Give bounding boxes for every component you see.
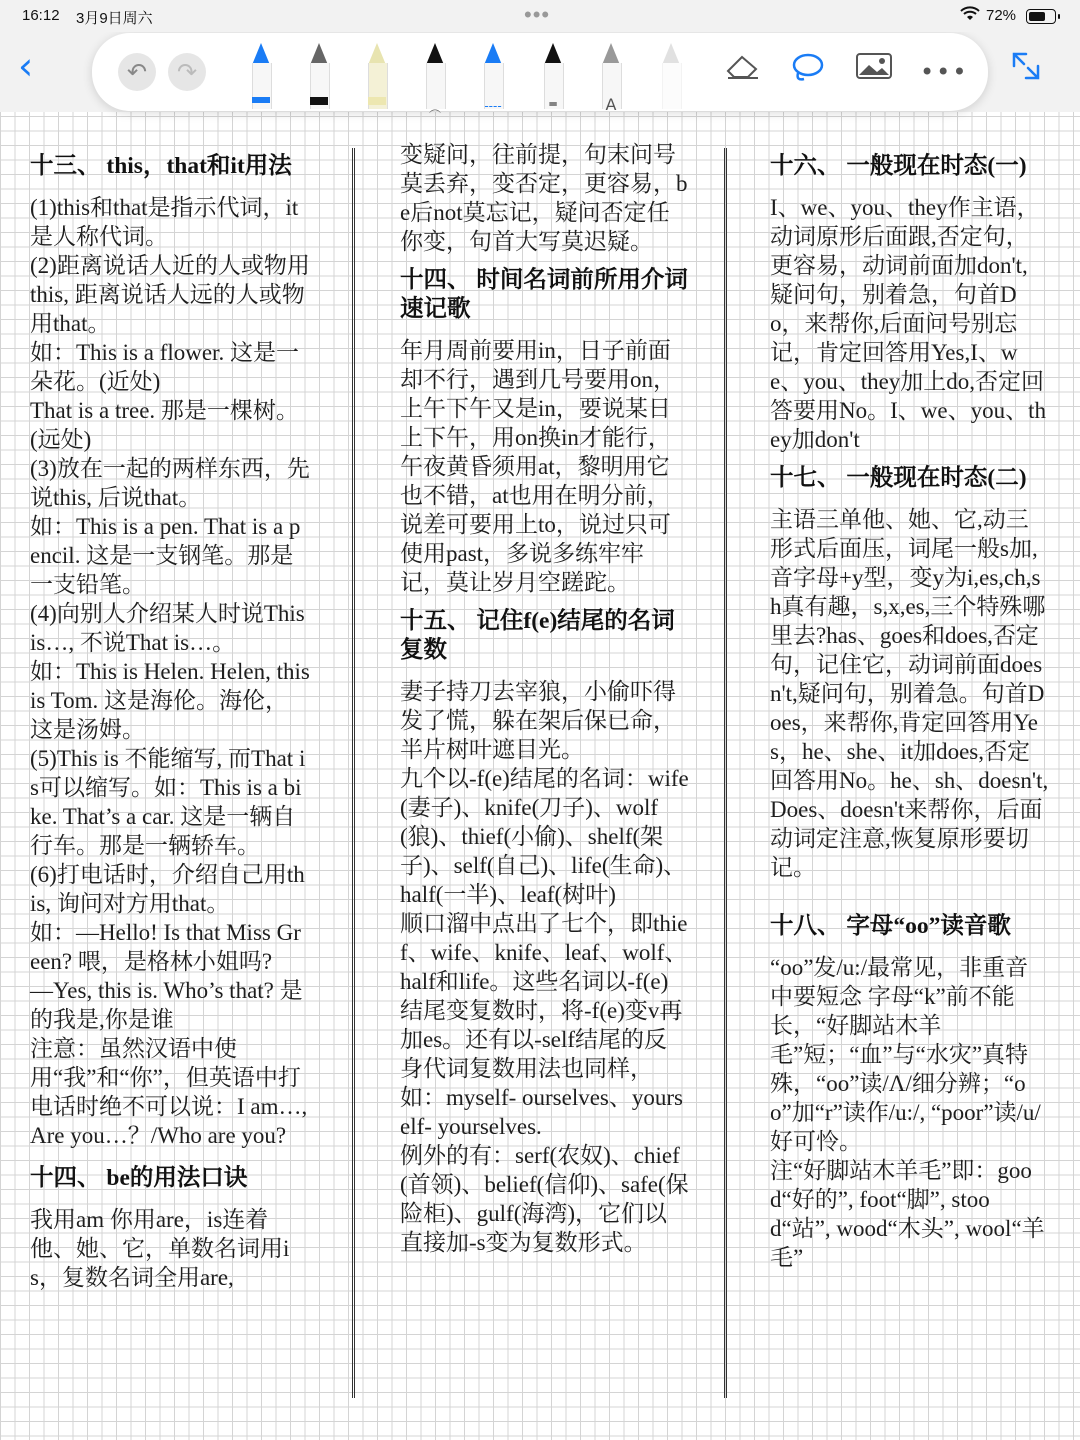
- column-divider: [352, 148, 355, 1398]
- section-title: 十三、 this，that和it用法: [30, 153, 292, 179]
- section-body: I、we、you、they作主语，动词原形后面跟,否定句，更容易，动词前面加don't,疑问句，别着急，句首Do，来帮你,后面问号别忘记，肯定回答用Yes,I、we、you、they加上do,否定回答要用No。I、we、you、they加don't: [770, 195, 1046, 452]
- blue-pen-tool-icon[interactable]: [246, 43, 276, 109]
- eraser-icon[interactable]: [720, 51, 764, 93]
- status-date: 3月9日周六: [76, 10, 153, 27]
- undo-icon[interactable]: ↶: [118, 53, 156, 91]
- section-body: 我用am 你用are，is连着他、她、它，单数名词用is，复数名词全用are,: [30, 1207, 290, 1290]
- expand-arrows-icon[interactable]: [1008, 48, 1048, 84]
- section-body: 年月周前要用in，日子前面却不行，遇到几号要用on，上午下午又是in，要说某日上下午，用on换in才能行，午夜黄昏须用at，黎明用它也不错，at也用在明分前，说差可要用上to，说过只可使用past，多说多练牢牢记，莫让岁月空蹉跎。: [400, 338, 676, 595]
- back-chevron-icon[interactable]: ‹: [18, 44, 34, 88]
- image-icon[interactable]: [852, 51, 896, 93]
- wifi-icon: [960, 6, 980, 27]
- battery-percent: 72%: [986, 7, 1017, 24]
- black-marker-tool-icon[interactable]: ═: [538, 43, 568, 109]
- note-column-3: [770, 142, 1054, 1278]
- note-column-1: [30, 142, 310, 1298]
- drawing-tool-palette: [92, 33, 988, 115]
- blue-dashed-pen-tool-icon[interactable]: ----: [478, 43, 508, 109]
- pencil-tool-label: A: [605, 95, 617, 114]
- column-divider: [724, 148, 727, 1398]
- lasso-icon[interactable]: [786, 51, 830, 93]
- ruler-tool-icon[interactable]: [656, 43, 686, 109]
- battery-level-fill: [1029, 12, 1045, 21]
- section-title: 十七、 一般现在时态(二): [770, 465, 1027, 491]
- section-body: 主语三单他、她、它,动三形式后面压，词尾一般s加,音字母+y型，变y为i,es,ch,sh真有趣，s,x,es,三个特殊哪里去?has、goes和does,否定句，记住它，动词前面doesn't,疑问句，别着急。句首Does，来帮你,肯定回答用Yes，he、she、it加does,否定回答用No。he、sh、doesn't, Does、doesn't来帮你，后面动词定注意,恢复原形要切记。: [770, 507, 1054, 880]
- redo-icon[interactable]: ↷: [168, 53, 206, 91]
- black-fineliner-tool-icon[interactable]: [304, 43, 334, 109]
- note-canvas[interactable]: [0, 112, 1080, 1440]
- section-title: 十六、 一般现在时态(一): [770, 153, 1027, 179]
- section-body: 变疑问，往前提，句末问号莫丢弃，变否定，更容易，be后not莫忘记，疑问否定任你变，句首大写莫迟疑。: [400, 142, 688, 254]
- section-title: 十四、 be的用法口诀: [30, 1165, 248, 1191]
- black-pen-tool-icon[interactable]: ︵: [420, 43, 450, 109]
- section-body: (1)this和that是指示代词，it是人称代词。 (2)距离说话人近的人或物用this, 距离说话人远的人或物用that。 如：This is a flower. 这是一朵花。(近处) That is a tree. 那是一棵树。(远处) (3)放在一起的两样东西，先说this, 后说that。 如：This is a pen. That is a pencil. 这是一支钢笔。那是一支铅笔。 (4)向别人介绍某人时说This is…, 不说That is…。 如：This is Helen. Helen, this is Tom. 这是海伦。海伦，这是汤姆。 (5)This is 不能缩写, 而That is可以缩写。如：This is a bike. That’s a car. 这是一辆自行车。那是一辆轿车。 (6)打电话时，介绍自己用this, 询问对方用that。 如：—Hello! Is that Miss Green? 喂，是格林小姐吗? —Yes, this is. Who’s that? 是的我是,你是谁 注意：虽然汉语中使用“我”和“你”，但英语中打电话时绝不可以说：I am…, Are you…？/Who are you?: [30, 195, 310, 1148]
- section-title: 十四、 时间名词前所用介词速记歌: [400, 267, 688, 322]
- section-title: 十五、 记住f(e)结尾的名词复数: [400, 608, 675, 663]
- note-column-2: [400, 140, 690, 1263]
- multitasking-dots-icon[interactable]: •••: [524, 2, 551, 27]
- battery-icon: [1026, 9, 1056, 24]
- section-body: 妻子持刀去宰狼，小偷吓得发了慌，躲在架后保已命，半片树叶遮目光。 九个以-f(e)结尾的名词：wife(妻子)、knife(刀子)、wolf(狼)、thief(小偷)、shelf(架子)、self(自己)、life(生命)、half(一半)、leaf(树叶) 顺口溜中点出了七个，即thief、wife、knife、leaf、wolf、half和life。这些名词以-f(e)结尾变复数时，将-f(e)变v再加es。还有以-self结尾的反身代词复数用法也同样，如：myself- ourselves、yourself- yourselves. 例外的有：serf(农奴)、chief(首领)、belief(信仰)、safe(保险柜)、gulf(海湾)，它们以直接加-s变为复数形式。: [400, 679, 689, 1255]
- highlighter-tool-icon[interactable]: [362, 43, 392, 109]
- more-options-icon[interactable]: •••: [920, 58, 969, 86]
- pencil-tool-icon[interactable]: [596, 43, 626, 114]
- section-title: 十八、 字母“oo”读音歌: [770, 913, 1011, 939]
- status-bar: [0, 0, 1080, 32]
- status-time: 16:12: [22, 7, 60, 24]
- section-body: “oo”发/u:/最常见，非重音中要短念 字母“k”前不能长，“好脚站木羊毛”短；“血”与“水灾”真特殊，“oo”读/Λ/细分辨；“oo”加“r”读作/u:/, “poor”读/u/好可怜。 注“好脚站木羊毛”即：good“好的”, foot“脚”, stood“站”, wood“木头”, wool“羊毛”: [770, 955, 1045, 1270]
